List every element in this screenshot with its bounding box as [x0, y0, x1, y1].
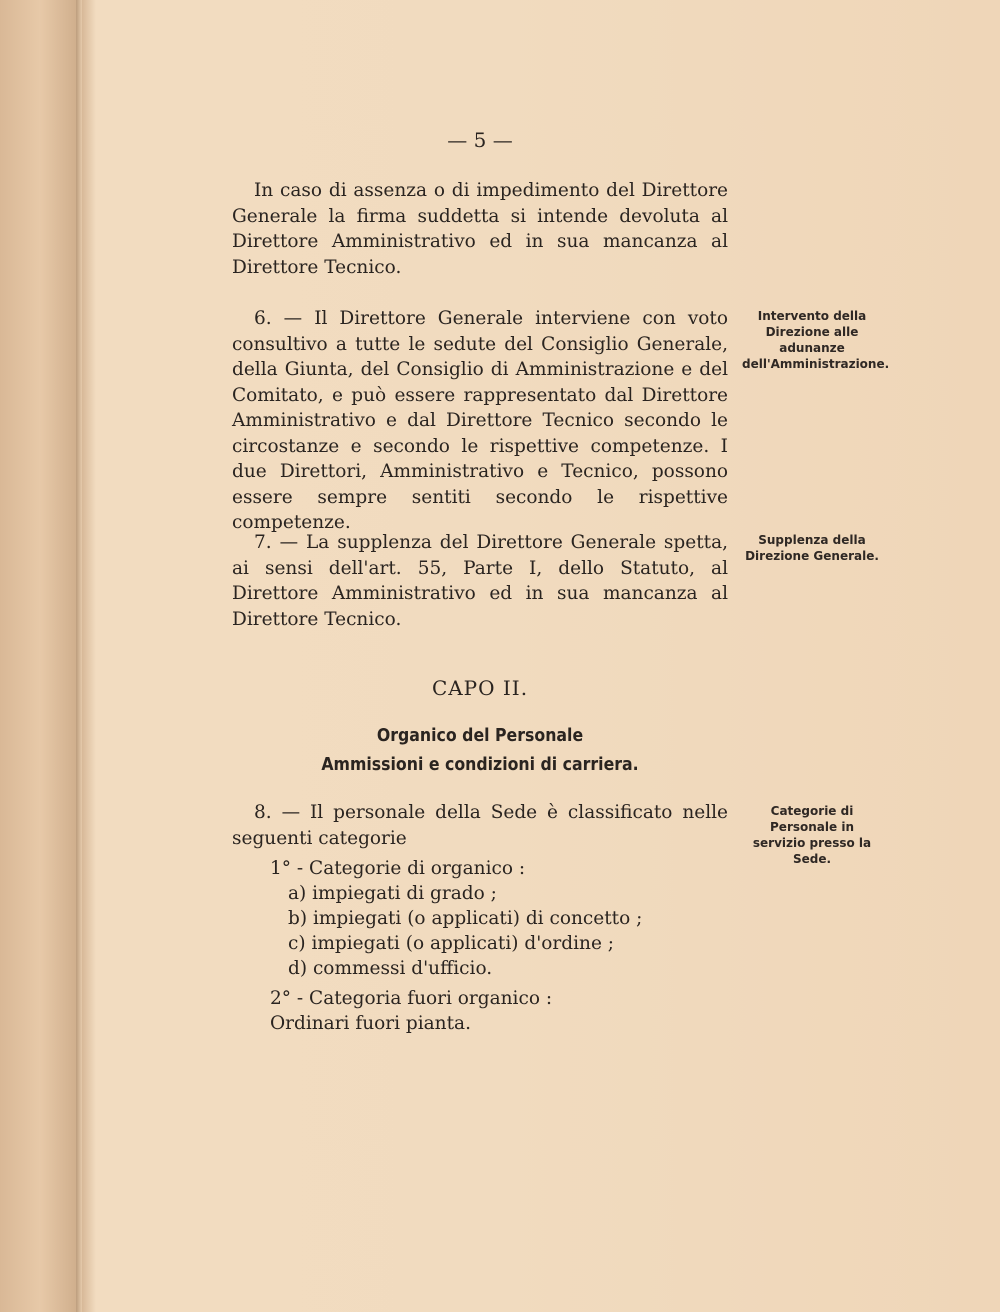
paragraph-article-8 [232, 800, 728, 851]
paragraph-article-7 [232, 530, 728, 632]
margin-note-article-8: Categorie di Personale in servizio presso la Sede. [752, 804, 872, 866]
list-item: a) impiegati di grado ; [288, 883, 497, 904]
paragraph-intro-text: In caso di assenza o di impedimento del Direttore Generale la firma suddetta si intende devoluta al Direttore Amministrativo ed in sua mancanza al Direttore Tecnico. [232, 180, 728, 278]
category-2-heading: 2° - Categoria fuori organico : [270, 988, 553, 1009]
list-item: b) impiegati (o applicati) di concetto ; [288, 908, 643, 929]
article-7-text: 7. — La supplenza del Direttore Generale spetta, ai sensi dell'art. 55, Parte I, dello Statuto, al Direttore Amministrativo ed in sua mancanza al Direttore Tecnico. [232, 532, 728, 630]
category-1-heading: 1° - Categorie di organico : [270, 858, 526, 879]
list-item: c) impiegati (o applicati) d'ordine ; [288, 933, 614, 954]
list-item: d) commessi d'ufficio. [288, 958, 493, 979]
chapter-heading: CAPO II. [431, 676, 529, 700]
paragraph-article-6 [232, 306, 728, 536]
page-fold [76, 0, 82, 1312]
list-item: Ordinari fuori pianta. [270, 1013, 471, 1034]
chapter-title-line-2: Ammissioni e condizioni di carriera. [321, 755, 639, 775]
article-8-text: 8. — Il personale della Sede è classificato nelle seguenti categorie [232, 802, 728, 849]
category-list [270, 856, 690, 1036]
chapter-title-line-1: Organico del Personale [376, 726, 584, 746]
margin-note-article-6: Intervento della Direzione alle adunanze dell'Amministrazione. [742, 309, 890, 371]
paragraph-intro [232, 178, 728, 280]
article-6-text: 6. — Il Direttore Generale interviene con voto consultivo a tutte le sedute del Consiglio Generale, della Giunta, del Consiglio di Amministrazione e del Comitato, e può essere rappresentato dal Direttore Amministrativo e dal Direttore Tecnico secondo le circostanze e secondo le rispettive competenze. I due Direttori, Amministrativo e Tecnico, possono essere sempre sentiti secondo le rispettive competenze. [232, 308, 728, 533]
page-number: — 5 — [447, 128, 513, 152]
margin-note-article-7: Supplenza della Direzione Generale. [745, 533, 879, 563]
chapter-title [257, 722, 703, 780]
